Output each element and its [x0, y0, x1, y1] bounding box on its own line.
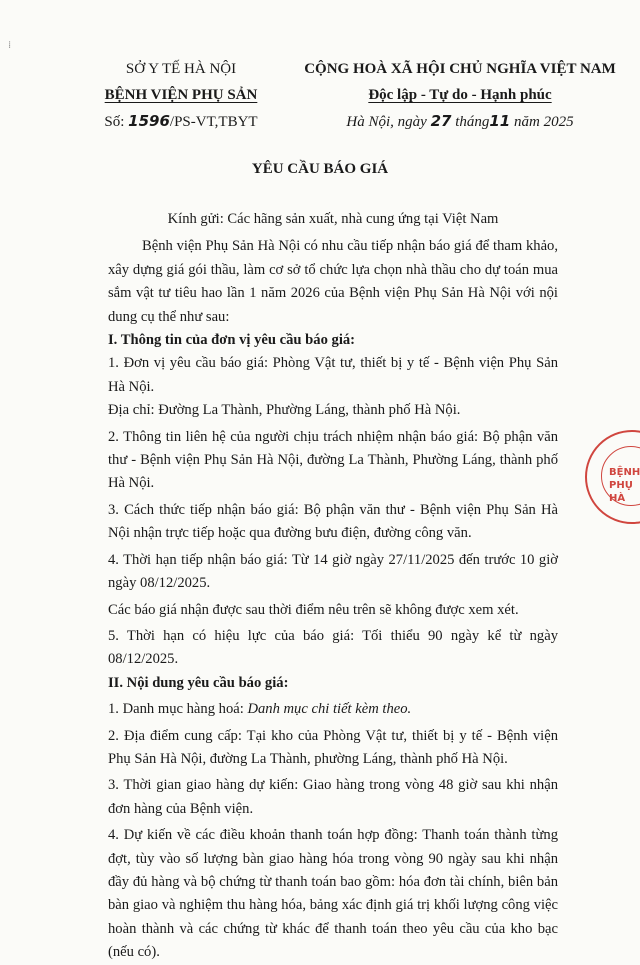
date-month-handwritten: 11	[489, 112, 511, 130]
section-2-item-1-value: Danh mục chi tiết kèm theo.	[247, 701, 412, 718]
intro-paragraph: Bệnh viện Phụ Sản Hà Nội có nhu cầu tiếp nhận báo giá để tham khảo, xây dựng giá gói thầu, làm cơ sở tổ chức lựa chọn nhà thầu cho dự toán mua sắm vật tư tiêu hao lần 1 năm 2026 của Bệnh viện Phụ Sản Hà Nội với nội dung cụ thể như sau:	[108, 238, 558, 325]
doc-number-suffix: /PS-VT,TBYT	[169, 114, 258, 130]
doc-number-handwritten: 1596	[128, 112, 170, 130]
section-1-item-4: 4. Thời hạn tiếp nhận báo giá: Từ 14 giờ ngày 27/11/2025 đến trước 10 giờ ngày 08/12/2025.	[108, 551, 558, 592]
section-2-item-1	[108, 698, 558, 721]
section-2-item-3: 3. Thời gian giao hàng dự kiến: Giao hàng trong vòng 48 giờ sau khi nhận đơn hàng của Bệnh viện.	[108, 777, 558, 817]
date-year: năm 2025	[514, 114, 574, 130]
section-2-title: II. Nội dung yêu cầu báo giá:	[108, 674, 289, 691]
doc-number-label: Số:	[104, 114, 125, 130]
date-month-label: tháng	[455, 114, 490, 130]
hospital-name: BỆNH VIỆN PHỤ SẢN	[104, 87, 258, 103]
section-1-title: I. Thông tin của đơn vị yêu cầu báo giá:	[108, 332, 356, 349]
document-number	[86, 108, 276, 135]
section-1-item-2: 2. Thông tin liên hệ của người chịu trách nhiệm nhận báo giá: Bộ phận văn thư - Bệnh viện Phụ Sản Hà Nội, đường La Thành, Phường Láng, thành phố Hà Nội.	[108, 428, 558, 492]
stamp-text-line-1: BỆNH	[609, 467, 640, 478]
section-1-address: Địa chỉ: Đường La Thành, Phường Láng, thành phố Hà Nội.	[108, 402, 461, 419]
national-motto: Độc lập - Tự do - Hạnh phúc	[368, 87, 552, 103]
red-seal-stamp	[585, 430, 640, 524]
header-left	[86, 56, 276, 135]
section-2-item-1-label: 1. Danh mục hàng hoá:	[108, 701, 244, 718]
ministry-name: SỞ Y TẾ HÀ NỘI	[125, 61, 237, 77]
section-1-item-5: 5. Thời hạn có hiệu lực của báo giá: Tối thiểu 90 ngày kể từ ngày 08/12/2025.	[108, 627, 558, 668]
section-1-item-1: 1. Đơn vị yêu cầu báo giá: Phòng Vật tư, thiết bị y tế - Bệnh viện Phụ Sản Hà Nội.	[108, 355, 558, 395]
stamp-text-line-3: HÀ	[609, 493, 626, 504]
section-2-item-4: 4. Dự kiến về các điều khoản thanh toán hợp đồng: Thanh toán thành từng đợt, tùy vào số lượng bàn giao hàng hóa trong vòng 90 ngày sau khi nhận đầy đủ hàng và bộ chứng từ thanh toán bao gồm: hóa đơn tài chính, biên bản bàn giao và nghiệm thu hàng hóa, bảng xác định giá trị khối lượng công việc hoàn thành và các chứng từ khác để thanh toán theo yêu cầu của kho bạc (nếu có).	[108, 827, 558, 961]
issue-date	[300, 108, 620, 135]
stamp-text-line-2: PHỤ	[609, 480, 633, 491]
header-right	[300, 56, 620, 135]
date-day-handwritten: 27	[430, 112, 452, 130]
document-body	[108, 208, 558, 965]
date-prefix: Hà Nội, ngày	[346, 114, 427, 130]
section-1-item-3: 3. Cách thức tiếp nhận báo giá: Bộ phận văn thư - Bệnh viện Phụ Sản Hà Nội nhận trực tiếp hoặc qua đường bưu điện, đường công văn.	[108, 501, 558, 542]
section-2-item-2: 2. Địa điểm cung cấp: Tại kho của Phòng Vật tư, thiết bị y tế - Bệnh viện Phụ Sản Hà Nội, đường La Thành, phường Láng, thành phố Hà Nội.	[108, 727, 558, 767]
scan-mark: ⁞	[8, 40, 12, 51]
nation-title: CỘNG HOÀ XÃ HỘI CHỦ NGHĨA VIỆT NAM	[304, 61, 616, 77]
stamp-text	[609, 466, 640, 505]
section-1-note: Các báo giá nhận được sau thời điểm nêu trên sẽ không được xem xét.	[108, 601, 519, 618]
salutation: Kính gửi: Các hãng sản xuất, nhà cung ứng tại Việt Nam	[167, 211, 499, 227]
document-title: YÊU CẦU BÁO GIÁ	[251, 161, 389, 177]
